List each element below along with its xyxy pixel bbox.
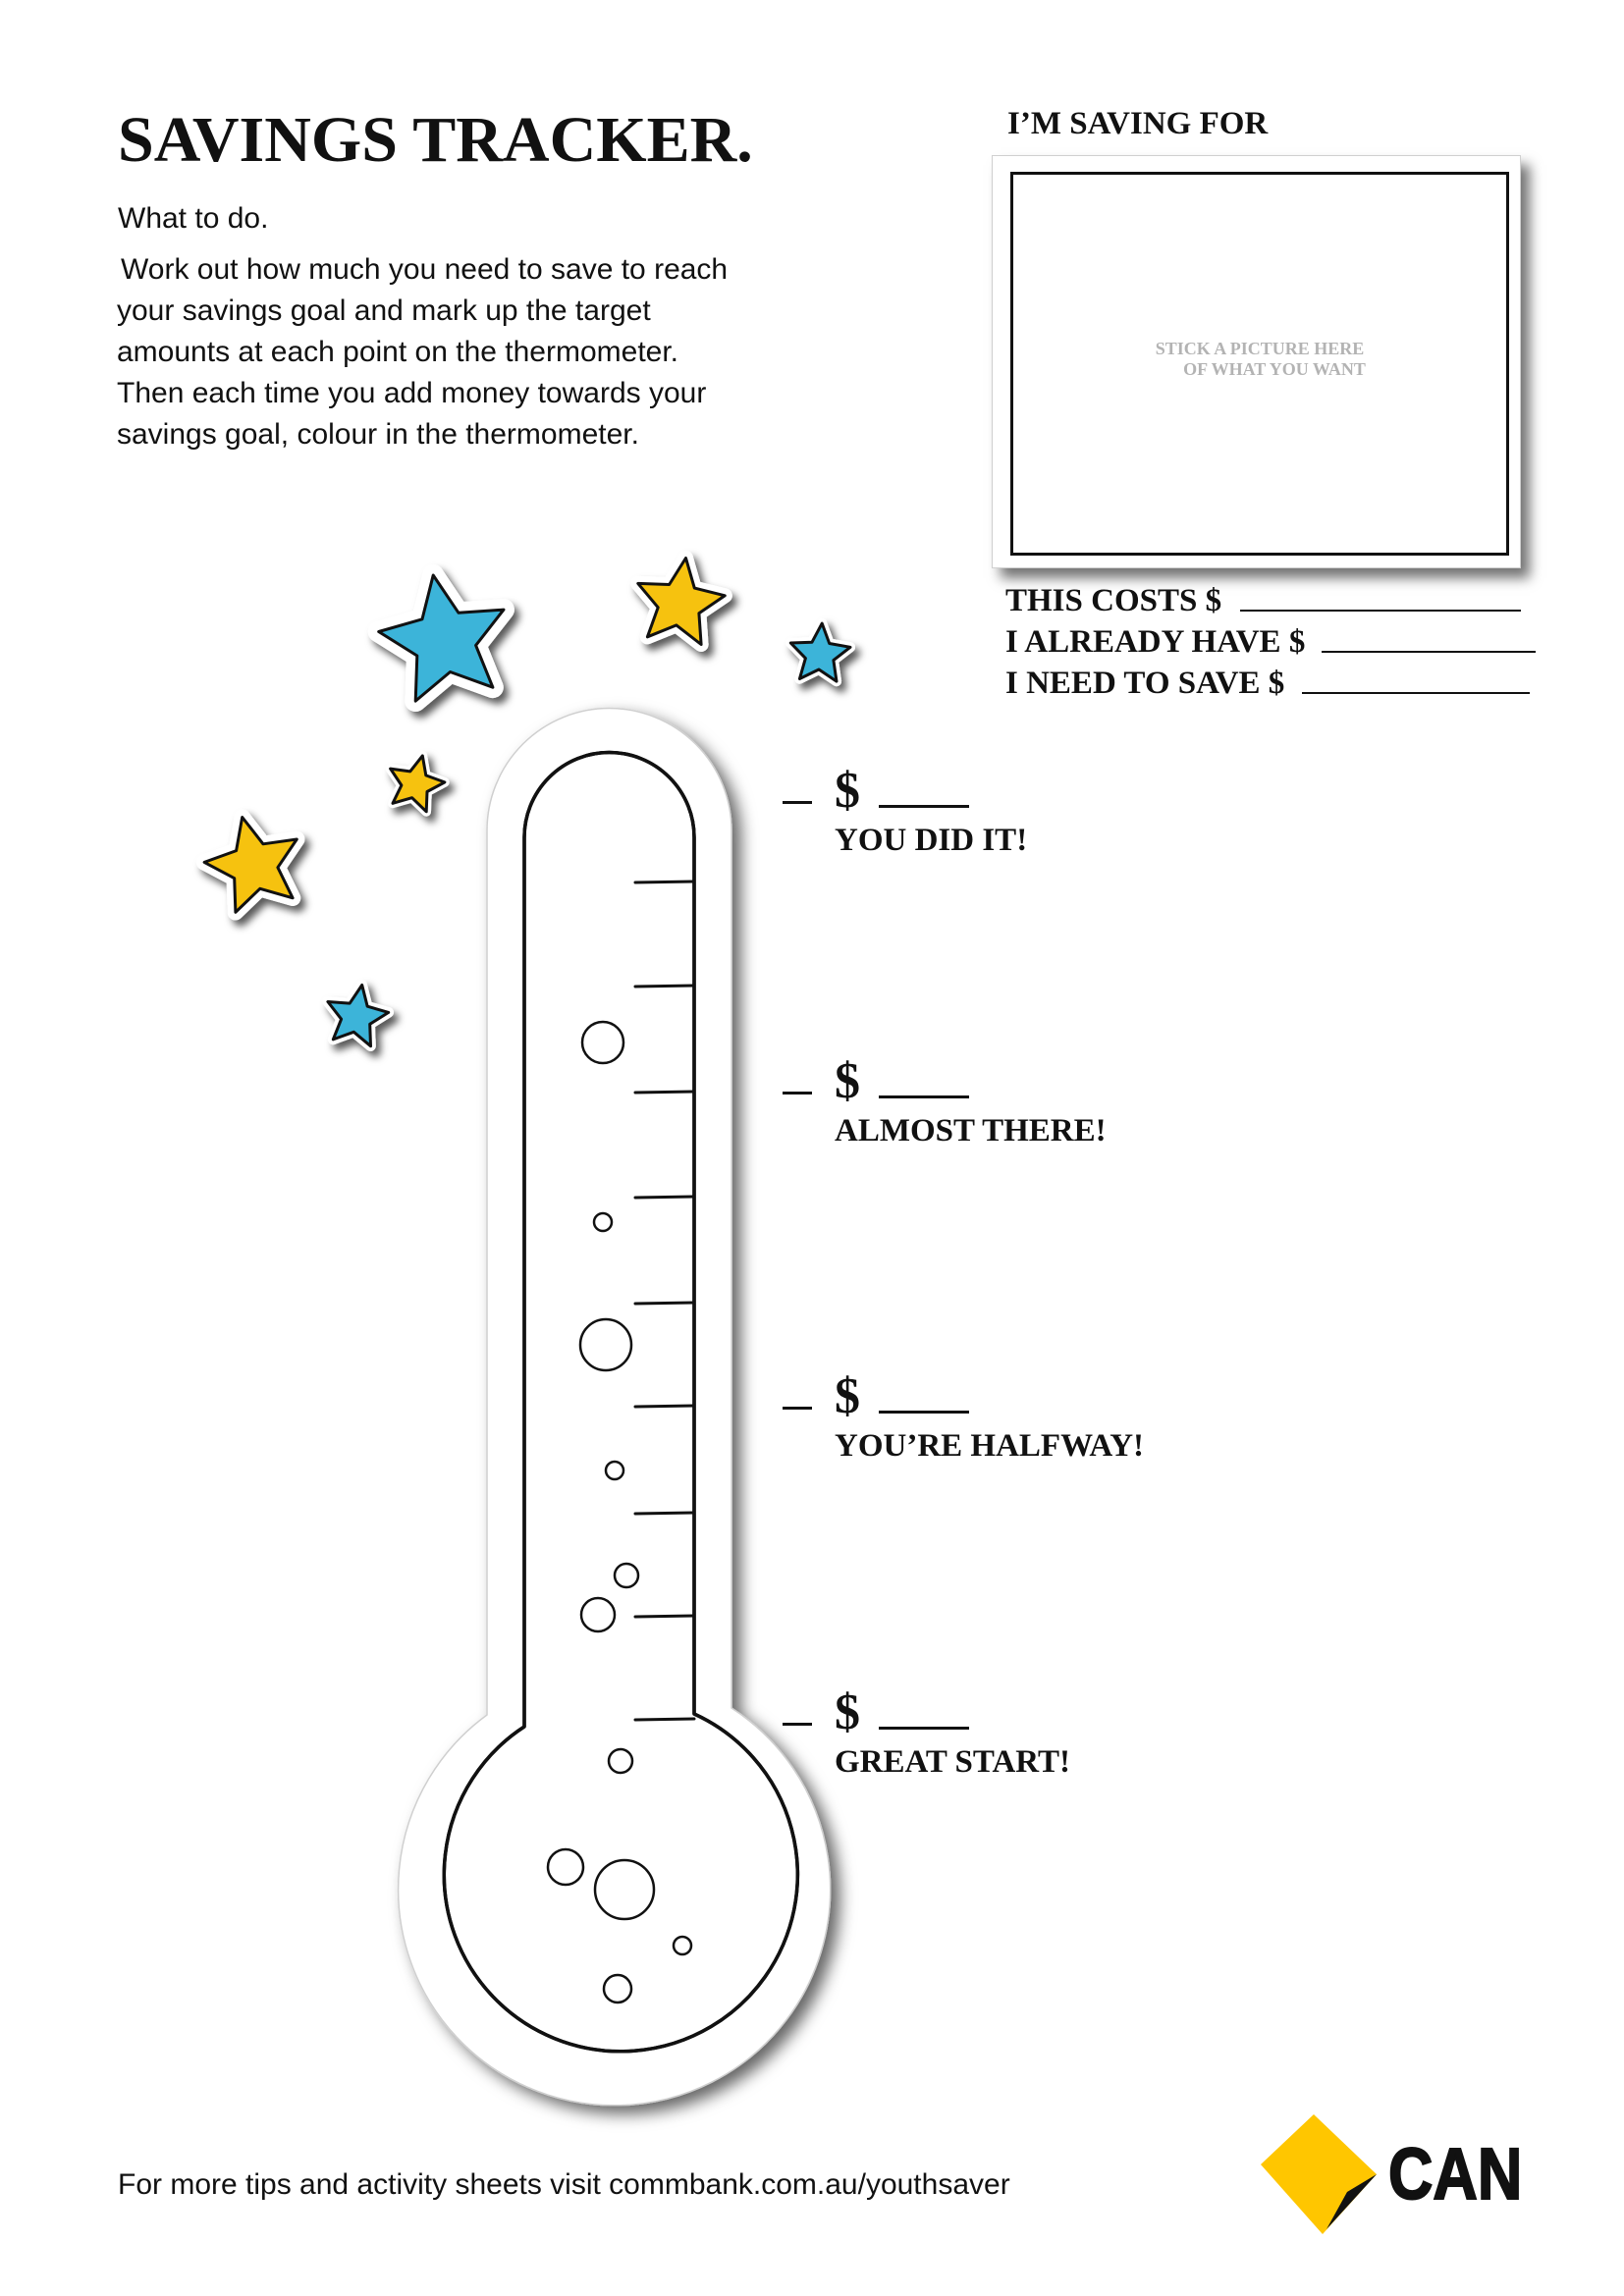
currency-sign: $ (835, 1368, 860, 1424)
bubble (594, 1213, 612, 1231)
bubble (582, 1022, 623, 1063)
tick-mark (635, 1616, 694, 1617)
currency-sign: $ (835, 763, 860, 819)
bubble (606, 1462, 623, 1479)
milestone-great-start (783, 1684, 1175, 1786)
write-in-line (1302, 692, 1530, 694)
placeholder-line: OF WHAT YOU WANT (1183, 359, 1366, 379)
thermometer (399, 709, 831, 2106)
write-in-line (879, 1411, 969, 1414)
bubble (674, 1937, 691, 1954)
write-in-line (879, 1095, 969, 1098)
bubble (615, 1564, 638, 1587)
placeholder-line: STICK A PICTURE HERE (1155, 339, 1365, 358)
milestone-halfway (783, 1368, 1175, 1469)
tick-mark (635, 1513, 694, 1514)
bubble (609, 1749, 632, 1773)
tick-mark (635, 1406, 694, 1407)
star-icon (328, 986, 389, 1046)
page-title: SAVINGS TRACKER. (118, 104, 753, 176)
commbank-diamond-icon (1261, 2114, 1377, 2234)
tick-mark (635, 1092, 694, 1093)
logo-diamond (1261, 2114, 1377, 2234)
milestone-label: YOU’RE HALFWAY! (835, 1428, 1145, 1464)
instructions-line: your savings goal and mark up the target (117, 294, 651, 327)
milestone-dash (783, 1723, 812, 1726)
footer-text: For more tips and activity sheets visit commbank.com.au/youthsaver (118, 2168, 1010, 2201)
milestone-label: GREAT START! (835, 1744, 1070, 1780)
milestone-label: YOU DID IT! (835, 823, 1028, 858)
need-to-save-label: I NEED TO SAVE $ (1005, 666, 1285, 701)
bubble (580, 1319, 631, 1370)
milestone-dash (783, 1092, 812, 1095)
instructions-line: savings goal, colour in the thermometer. (117, 418, 639, 451)
star-icon (790, 623, 850, 681)
star-icon (638, 559, 726, 645)
instructions-text (117, 249, 728, 455)
star-icon (204, 818, 297, 913)
instructions-line: Then each time you add money towards your (117, 377, 707, 409)
milestone-dash (783, 801, 812, 804)
bubble (604, 1975, 631, 2002)
tick-mark (635, 1197, 694, 1198)
picture-placeholder-text (1010, 339, 1509, 380)
instructions-line: Work out how much you need to save to reach (121, 253, 729, 286)
instructions-heading: What to do. (118, 202, 269, 235)
milestone-dash (783, 1407, 812, 1410)
write-in-line (879, 1727, 969, 1730)
milestone-almost-there (783, 1053, 1175, 1154)
logo-wordmark: CAN (1388, 2133, 1523, 2215)
tick-mark (635, 881, 694, 882)
instructions-line: amounts at each point on the thermometer. (117, 336, 679, 368)
currency-sign: $ (835, 1053, 860, 1109)
currency-sign: $ (835, 1684, 860, 1740)
bubble (548, 1849, 583, 1885)
cost-label: THIS COSTS $ (1005, 583, 1222, 618)
bubble (595, 1860, 654, 1919)
star-shape (328, 986, 389, 1046)
already-have-label: I ALREADY HAVE $ (1005, 624, 1306, 660)
tick-mark (635, 1303, 694, 1304)
star-icon (391, 756, 445, 812)
star-icon (379, 575, 504, 701)
saving-for-heading: I’M SAVING FOR (1007, 106, 1269, 141)
write-in-line (879, 805, 969, 808)
milestone-you-did-it (783, 763, 1175, 864)
write-in-line (1322, 651, 1536, 653)
tick-mark (635, 1719, 694, 1720)
tick-mark (635, 986, 694, 987)
write-in-line (1240, 610, 1521, 612)
bubble (581, 1598, 615, 1631)
milestone-label: ALMOST THERE! (835, 1113, 1107, 1148)
